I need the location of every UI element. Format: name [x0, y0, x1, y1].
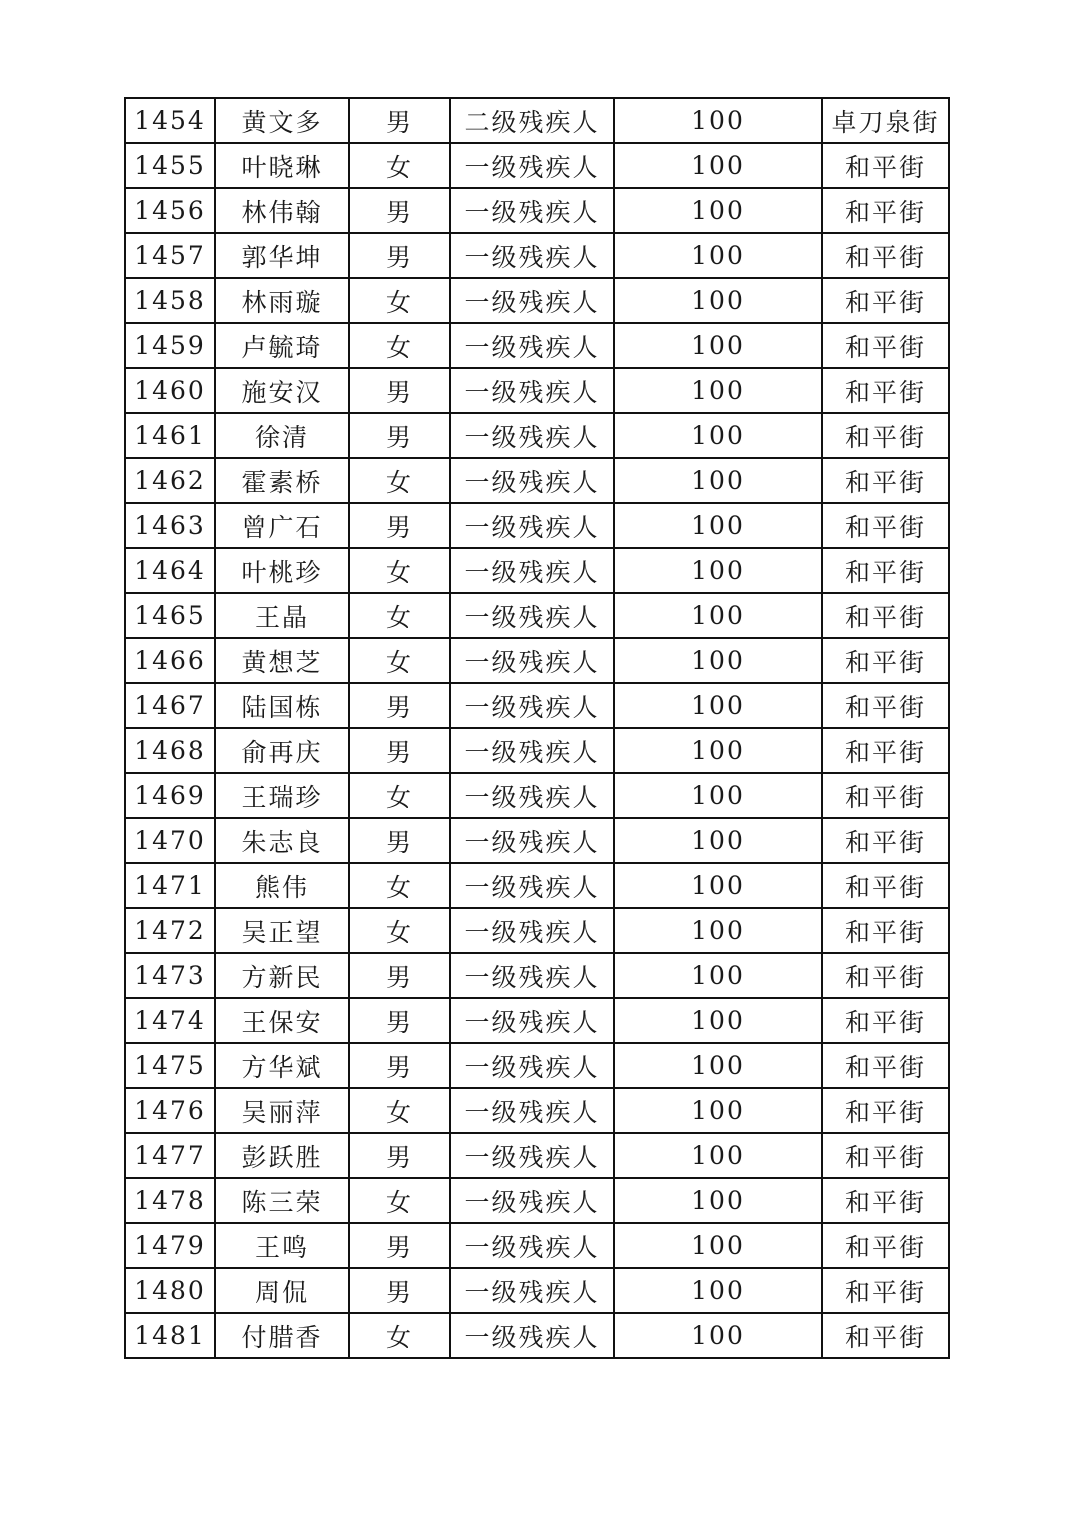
cell-number: 1458 [125, 278, 215, 323]
cell-number: 1465 [125, 593, 215, 638]
cell-name: 叶桃珍 [215, 548, 349, 593]
table-row [125, 683, 949, 728]
cell-amount: 100 [614, 953, 822, 998]
cell-disability-level: 一级残疾人 [450, 1133, 614, 1178]
cell-number: 1470 [125, 818, 215, 863]
cell-street: 和平街 [822, 683, 949, 728]
cell-name: 黄想芝 [215, 638, 349, 683]
cell-disability-level: 一级残疾人 [450, 1178, 614, 1223]
cell-street: 和平街 [822, 1223, 949, 1268]
cell-gender: 女 [349, 143, 450, 188]
cell-disability-level: 一级残疾人 [450, 503, 614, 548]
cell-number: 1468 [125, 728, 215, 773]
cell-disability-level: 一级残疾人 [450, 998, 614, 1043]
cell-amount: 100 [614, 1268, 822, 1313]
roster-body [125, 98, 949, 1358]
cell-disability-level: 一级残疾人 [450, 458, 614, 503]
table-row [125, 188, 949, 233]
cell-gender: 男 [349, 413, 450, 458]
cell-name: 郭华坤 [215, 233, 349, 278]
cell-gender: 男 [349, 1268, 450, 1313]
cell-number: 1471 [125, 863, 215, 908]
cell-name: 吴丽萍 [215, 1088, 349, 1133]
table-row [125, 98, 949, 143]
table-row [125, 413, 949, 458]
cell-name: 徐清 [215, 413, 349, 458]
cell-name: 王保安 [215, 998, 349, 1043]
cell-gender: 男 [349, 818, 450, 863]
cell-amount: 100 [614, 503, 822, 548]
cell-amount: 100 [614, 1133, 822, 1178]
cell-street: 和平街 [822, 143, 949, 188]
table-row [125, 908, 949, 953]
cell-name: 施安汉 [215, 368, 349, 413]
cell-number: 1480 [125, 1268, 215, 1313]
cell-number: 1467 [125, 683, 215, 728]
cell-gender: 男 [349, 683, 450, 728]
cell-name: 方华斌 [215, 1043, 349, 1088]
cell-street: 和平街 [822, 953, 949, 998]
cell-disability-level: 一级残疾人 [450, 188, 614, 233]
cell-gender: 男 [349, 1043, 450, 1088]
cell-disability-level: 一级残疾人 [450, 323, 614, 368]
cell-name: 熊伟 [215, 863, 349, 908]
cell-name: 黄文多 [215, 98, 349, 143]
cell-amount: 100 [614, 593, 822, 638]
cell-gender: 男 [349, 953, 450, 998]
cell-amount: 100 [614, 863, 822, 908]
cell-disability-level: 一级残疾人 [450, 368, 614, 413]
cell-disability-level: 一级残疾人 [450, 1268, 614, 1313]
cell-name: 林伟翰 [215, 188, 349, 233]
cell-disability-level: 一级残疾人 [450, 1223, 614, 1268]
cell-gender: 女 [349, 458, 450, 503]
table-row [125, 818, 949, 863]
cell-amount: 100 [614, 233, 822, 278]
cell-disability-level: 一级残疾人 [450, 1088, 614, 1133]
cell-number: 1454 [125, 98, 215, 143]
cell-gender: 男 [349, 233, 450, 278]
table-row [125, 503, 949, 548]
cell-number: 1464 [125, 548, 215, 593]
cell-name: 周侃 [215, 1268, 349, 1313]
cell-name: 叶晓琳 [215, 143, 349, 188]
cell-amount: 100 [614, 908, 822, 953]
cell-disability-level: 一级残疾人 [450, 1043, 614, 1088]
cell-street: 和平街 [822, 1313, 949, 1358]
cell-number: 1461 [125, 413, 215, 458]
cell-name: 彭跃胜 [215, 1133, 349, 1178]
cell-disability-level: 一级残疾人 [450, 683, 614, 728]
cell-number: 1481 [125, 1313, 215, 1358]
cell-gender: 女 [349, 1178, 450, 1223]
table-row [125, 548, 949, 593]
cell-name: 霍素桥 [215, 458, 349, 503]
cell-name: 方新民 [215, 953, 349, 998]
cell-street: 和平街 [822, 548, 949, 593]
cell-street: 和平街 [822, 188, 949, 233]
cell-gender: 男 [349, 368, 450, 413]
table-row [125, 1043, 949, 1088]
cell-gender: 女 [349, 323, 450, 368]
cell-number: 1478 [125, 1178, 215, 1223]
cell-amount: 100 [614, 1088, 822, 1133]
cell-disability-level: 一级残疾人 [450, 863, 614, 908]
cell-street: 和平街 [822, 503, 949, 548]
table-row [125, 1178, 949, 1223]
cell-disability-level: 一级残疾人 [450, 233, 614, 278]
cell-amount: 100 [614, 323, 822, 368]
cell-gender: 女 [349, 548, 450, 593]
cell-name: 陆国栋 [215, 683, 349, 728]
cell-gender: 男 [349, 503, 450, 548]
cell-street: 和平街 [822, 413, 949, 458]
cell-street: 和平街 [822, 1178, 949, 1223]
cell-street: 和平街 [822, 638, 949, 683]
cell-name: 王鸣 [215, 1223, 349, 1268]
cell-gender: 女 [349, 593, 450, 638]
table-row [125, 1133, 949, 1178]
table-row [125, 773, 949, 818]
cell-disability-level: 二级残疾人 [450, 98, 614, 143]
cell-street: 和平街 [822, 458, 949, 503]
cell-number: 1456 [125, 188, 215, 233]
cell-name: 卢毓琦 [215, 323, 349, 368]
cell-amount: 100 [614, 413, 822, 458]
cell-street: 和平街 [822, 1268, 949, 1313]
cell-street: 和平街 [822, 1133, 949, 1178]
cell-number: 1460 [125, 368, 215, 413]
cell-amount: 100 [614, 773, 822, 818]
cell-amount: 100 [614, 1313, 822, 1358]
cell-street: 和平街 [822, 233, 949, 278]
table-row [125, 278, 949, 323]
cell-number: 1472 [125, 908, 215, 953]
cell-amount: 100 [614, 728, 822, 773]
cell-disability-level: 一级残疾人 [450, 953, 614, 998]
cell-number: 1463 [125, 503, 215, 548]
cell-street: 和平街 [822, 908, 949, 953]
cell-amount: 100 [614, 818, 822, 863]
cell-name: 陈三荣 [215, 1178, 349, 1223]
cell-name: 林雨璇 [215, 278, 349, 323]
cell-disability-level: 一级残疾人 [450, 773, 614, 818]
cell-number: 1466 [125, 638, 215, 683]
cell-name: 俞再庆 [215, 728, 349, 773]
cell-amount: 100 [614, 1223, 822, 1268]
cell-gender: 女 [349, 638, 450, 683]
table-row [125, 1268, 949, 1313]
cell-gender: 男 [349, 1133, 450, 1178]
cell-street: 和平街 [822, 818, 949, 863]
cell-street: 和平街 [822, 1043, 949, 1088]
table-row [125, 1223, 949, 1268]
cell-amount: 100 [614, 1043, 822, 1088]
cell-amount: 100 [614, 98, 822, 143]
cell-gender: 女 [349, 278, 450, 323]
cell-name: 王晶 [215, 593, 349, 638]
cell-amount: 100 [614, 143, 822, 188]
table-row [125, 728, 949, 773]
cell-gender: 女 [349, 908, 450, 953]
cell-street: 和平街 [822, 593, 949, 638]
cell-disability-level: 一级残疾人 [450, 908, 614, 953]
cell-gender: 男 [349, 998, 450, 1043]
cell-gender: 男 [349, 1223, 450, 1268]
cell-number: 1476 [125, 1088, 215, 1133]
cell-name: 曾广石 [215, 503, 349, 548]
cell-number: 1462 [125, 458, 215, 503]
cell-street: 和平街 [822, 323, 949, 368]
cell-number: 1473 [125, 953, 215, 998]
cell-street: 和平街 [822, 728, 949, 773]
cell-disability-level: 一级残疾人 [450, 143, 614, 188]
cell-amount: 100 [614, 998, 822, 1043]
cell-gender: 女 [349, 863, 450, 908]
cell-disability-level: 一级残疾人 [450, 818, 614, 863]
cell-disability-level: 一级残疾人 [450, 593, 614, 638]
cell-name: 吴正望 [215, 908, 349, 953]
cell-amount: 100 [614, 1178, 822, 1223]
cell-disability-level: 一级残疾人 [450, 728, 614, 773]
table-row [125, 323, 949, 368]
cell-amount: 100 [614, 188, 822, 233]
cell-gender: 男 [349, 188, 450, 233]
cell-number: 1457 [125, 233, 215, 278]
cell-number: 1455 [125, 143, 215, 188]
cell-number: 1475 [125, 1043, 215, 1088]
table-row [125, 368, 949, 413]
cell-amount: 100 [614, 368, 822, 413]
cell-street: 卓刀泉街 [822, 98, 949, 143]
cell-number: 1474 [125, 998, 215, 1043]
cell-amount: 100 [614, 278, 822, 323]
cell-amount: 100 [614, 638, 822, 683]
table-row [125, 458, 949, 503]
table-row [125, 1313, 949, 1358]
cell-gender: 男 [349, 728, 450, 773]
cell-disability-level: 一级残疾人 [450, 548, 614, 593]
table-row [125, 998, 949, 1043]
cell-disability-level: 一级残疾人 [450, 638, 614, 683]
cell-number: 1479 [125, 1223, 215, 1268]
cell-street: 和平街 [822, 863, 949, 908]
table-row [125, 143, 949, 188]
cell-street: 和平街 [822, 278, 949, 323]
cell-gender: 女 [349, 773, 450, 818]
cell-disability-level: 一级残疾人 [450, 278, 614, 323]
table-row [125, 233, 949, 278]
table-row [125, 1088, 949, 1133]
cell-amount: 100 [614, 683, 822, 728]
table-row [125, 863, 949, 908]
cell-disability-level: 一级残疾人 [450, 1313, 614, 1358]
cell-gender: 女 [349, 1313, 450, 1358]
cell-name: 付腊香 [215, 1313, 349, 1358]
cell-street: 和平街 [822, 773, 949, 818]
cell-amount: 100 [614, 458, 822, 503]
cell-street: 和平街 [822, 368, 949, 413]
cell-street: 和平街 [822, 998, 949, 1043]
cell-street: 和平街 [822, 1088, 949, 1133]
cell-name: 朱志良 [215, 818, 349, 863]
cell-number: 1477 [125, 1133, 215, 1178]
cell-gender: 女 [349, 1088, 450, 1133]
cell-amount: 100 [614, 548, 822, 593]
cell-name: 王瑞珍 [215, 773, 349, 818]
cell-gender: 男 [349, 98, 450, 143]
table-row [125, 593, 949, 638]
table-row [125, 953, 949, 998]
roster-table [124, 97, 950, 1359]
table-row [125, 638, 949, 683]
cell-number: 1459 [125, 323, 215, 368]
cell-disability-level: 一级残疾人 [450, 413, 614, 458]
cell-number: 1469 [125, 773, 215, 818]
